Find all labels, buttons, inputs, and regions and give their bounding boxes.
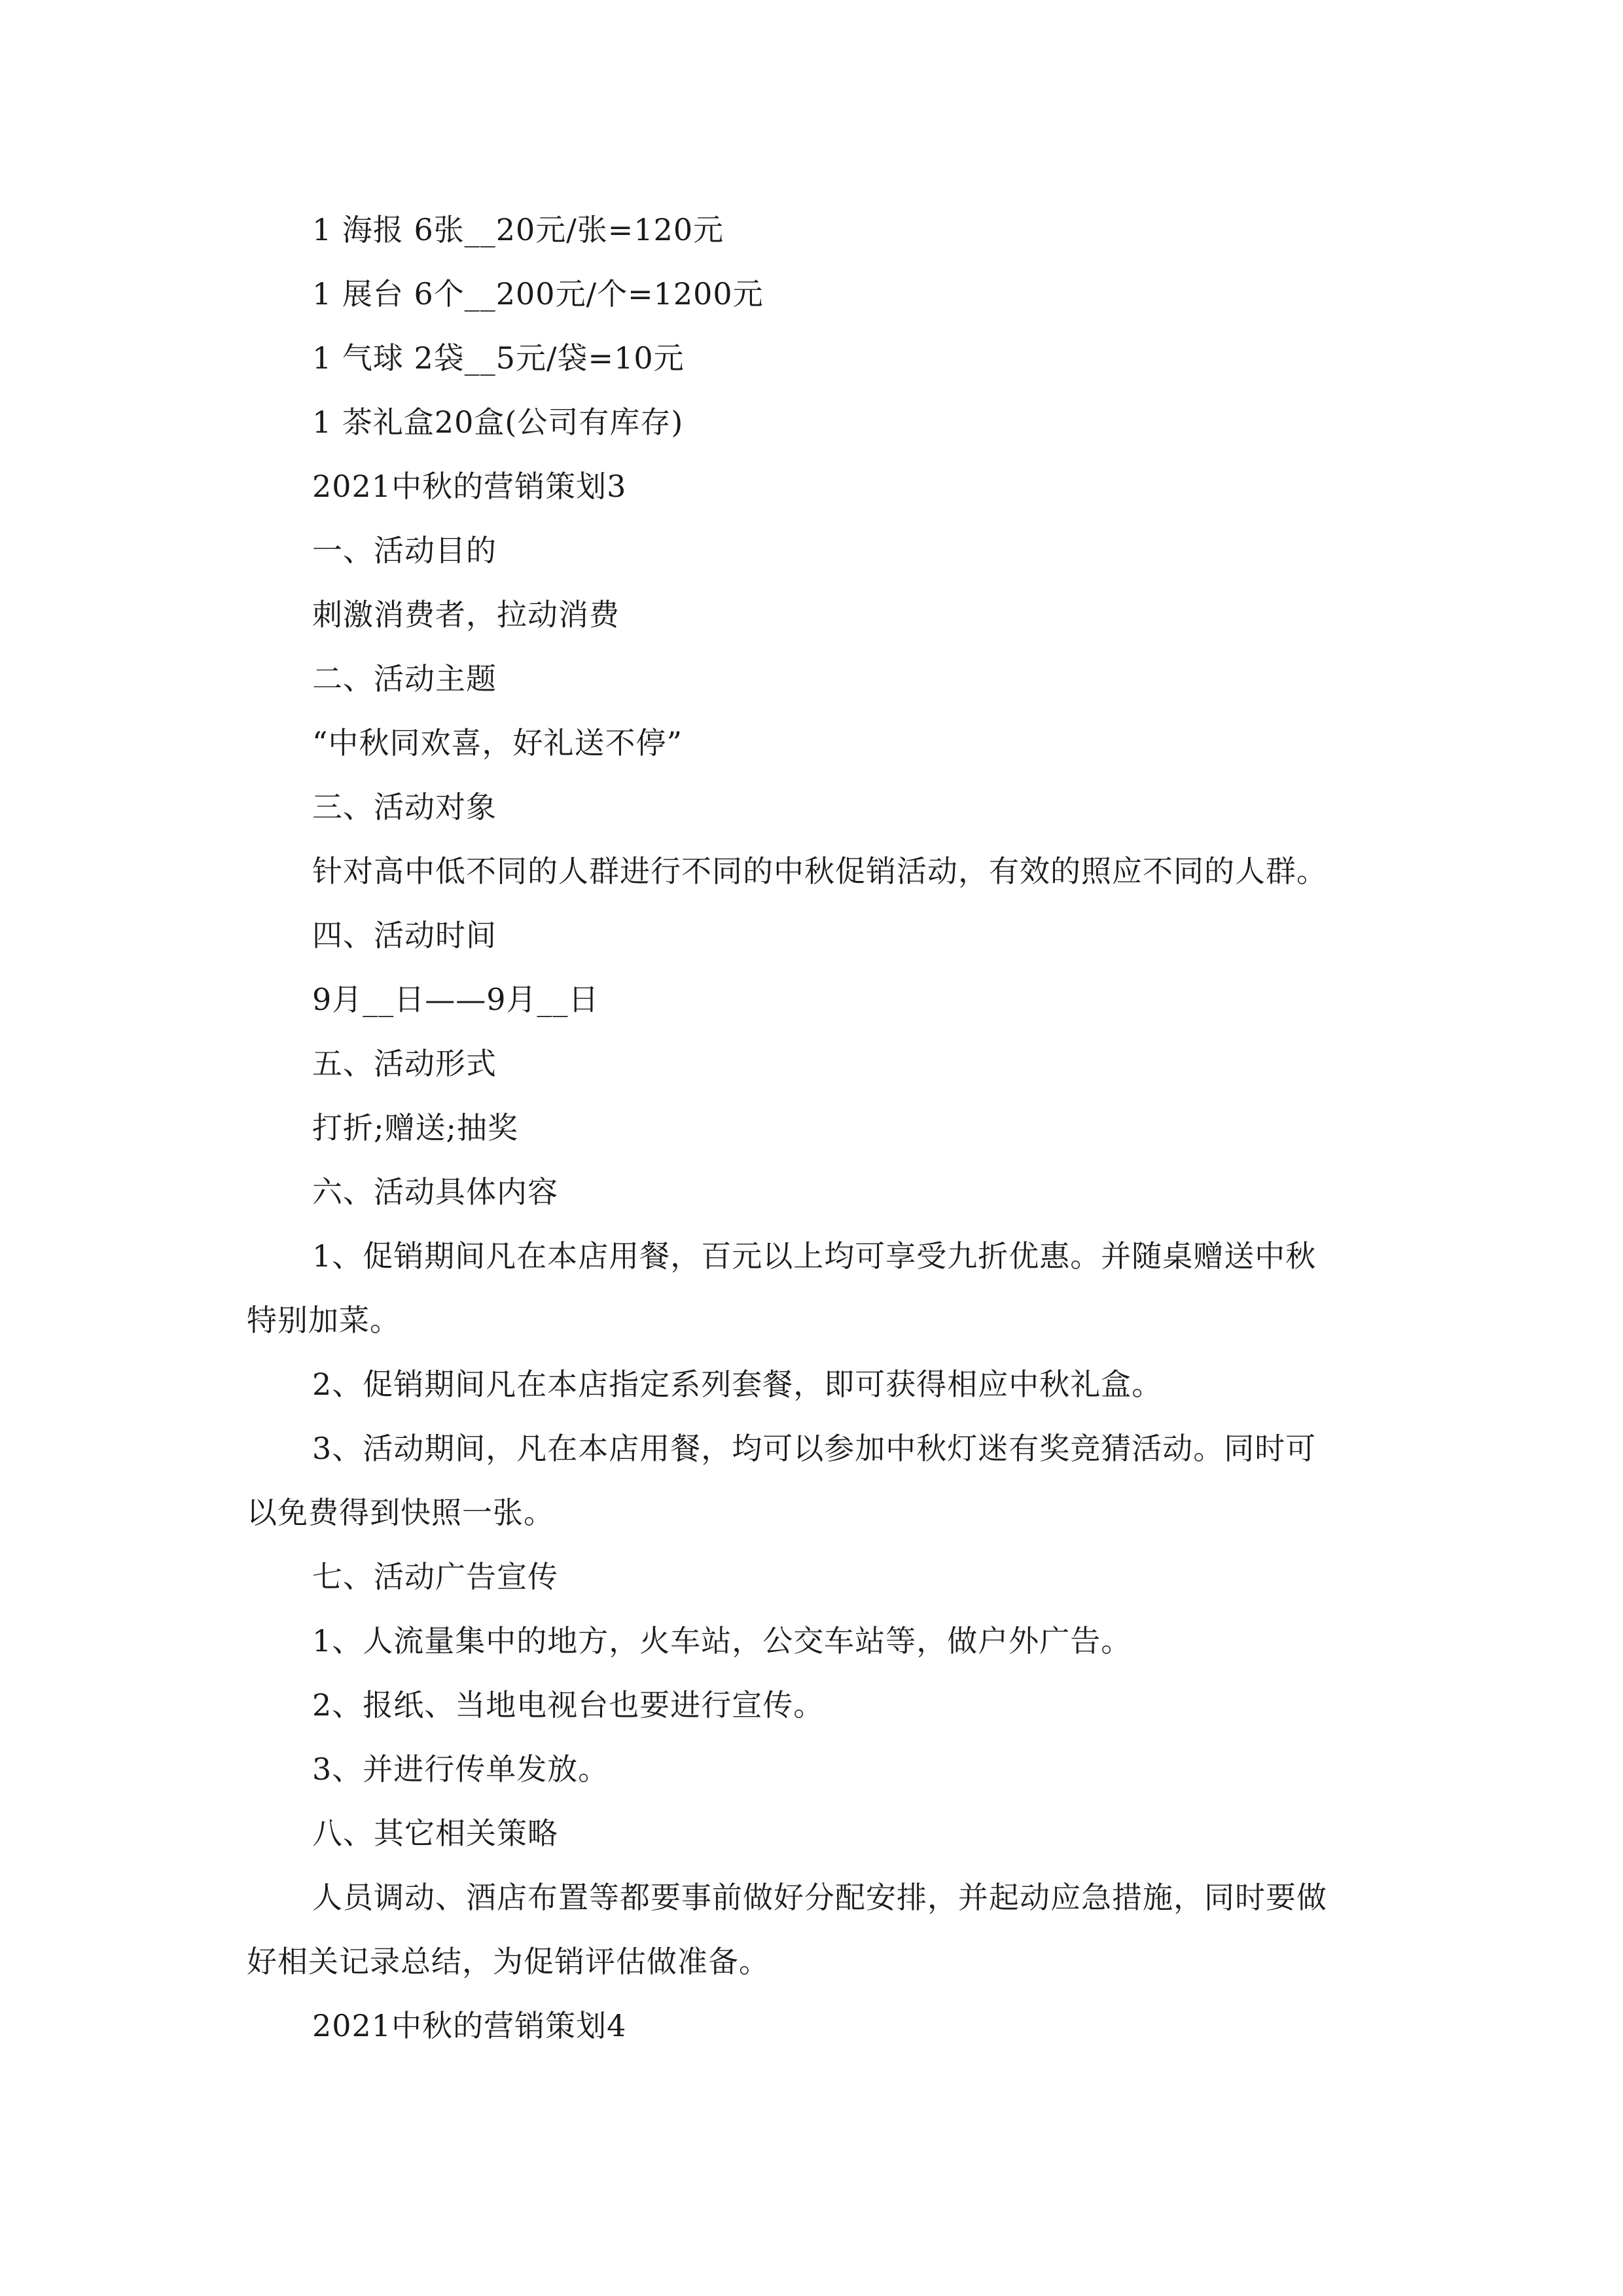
text-line: 六、活动具体内容 [312,1174,558,1210]
text-line: 1 气球 2袋__5元/袋=10元 [312,340,685,376]
text-line: 打折;赠送;抽奖 [312,1110,518,1145]
text-line: 三、活动对象 [312,789,497,825]
text-line: 3、并进行传单发放。 [312,1751,609,1787]
text-line: 二、活动主题 [312,661,497,696]
text-line: 2021中秋的营销策划3 [312,469,627,504]
text-line: 八、其它相关策略 [312,1816,558,1851]
text-line: 1 海报 6张__20元/张=120元 [312,212,724,247]
text-line: 四、活动时间 [312,918,497,953]
text-line: 2021中秋的营销策划4 [312,2008,627,2043]
text-line: 9月__日——9月__日 [312,982,599,1017]
text-line: 2、促销期间凡在本店指定系列套餐，即可获得相应中秋礼盒。 [312,1367,1163,1402]
text-line: 1、人流量集中的地方，火车站，公交车站等，做户外广告。 [312,1623,1132,1659]
document-body [247,198,1399,2058]
text-line: 1、促销期间凡在本店用餐，百元以上均可享受九折优惠。并随桌赠送中秋 [312,1238,1317,1274]
text-line: 以免费得到快照一张。 [247,1495,554,1530]
text-line: 一、活动目的 [312,533,497,568]
text-line: 3、活动期间，凡在本店用餐，均可以参加中秋灯迷有奖竞猜活动。同时可 [312,1431,1317,1466]
text-line: 刺激消费者，拉动消费 [312,597,620,632]
text-line: 1 茶礼盒20盒(公司有库存) [312,404,684,440]
text-line: 1 展台 6个__200元/个=1200元 [312,276,764,312]
text-line: 2、报纸、当地电视台也要进行宣传。 [312,1687,825,1723]
text-line: 人员调动、酒店布置等都要事前做好分配安排，并起动应急措施，同时要做 [312,1880,1327,1915]
text-line: 七、活动广告宣传 [312,1559,558,1594]
text-line: 好相关记录总结，为促销评估做准备。 [247,1944,770,1979]
text-line: 针对高中低不同的人群进行不同的中秋促销活动，有效的照应不同的人群。 [312,853,1327,889]
text-line: 特别加菜。 [247,1302,401,1338]
text-line: “中秋同欢喜，好礼送不停” [312,725,683,761]
text-line: 五、活动形式 [312,1046,497,1081]
